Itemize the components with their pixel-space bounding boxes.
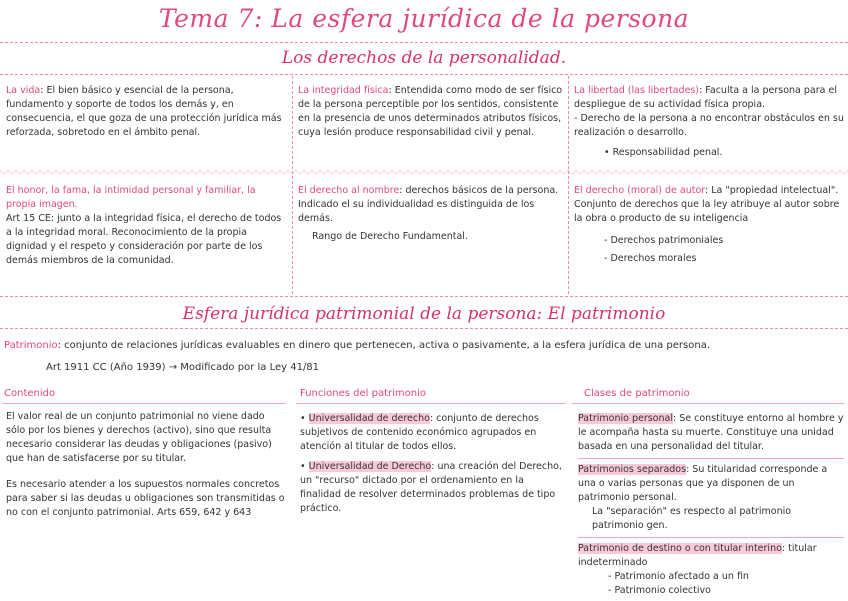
contenido-body <box>6 410 286 520</box>
patrimonio-definition <box>4 338 844 353</box>
paragraph: Es necesario atender a los supuestos normales concretos para saber si las deudas u obligaciones son transmitidas o no con el conjunto patrimonial. Arts 659, 642 y 643 <box>6 479 285 518</box>
cell-vida <box>6 84 286 140</box>
heading-underline <box>572 403 844 404</box>
cell-rank: Rango de Derecho Fundamental. <box>312 231 468 242</box>
funciones-body <box>300 412 564 516</box>
cell-text: : Entendida como modo de ser físico de la persona perceptible por los sentidos, consistente en la presencia de unos determinados atributos físicos, cuya lesión produce responsabilidad civil y penal. <box>298 85 563 138</box>
article-reference: Art 1911 CC (Año 1939) → Modificado por la Ley 41/81 <box>46 362 320 373</box>
cell-text: : Faculta a la persona para el despliegue de su actividad física propia. <box>574 85 837 110</box>
cell-libertad <box>574 84 844 160</box>
class-text: : Se constituye entorno al hombre y le acompaña hasta su muerte. Constituye una unidad basada en una personalidad del titular. <box>578 413 844 452</box>
column-heading-contenido: Contenido <box>4 388 56 399</box>
cell-bullet: • Responsabilidad penal. <box>574 146 844 160</box>
class-note: La "separación" es respecto al patrimonio patrimonio gen. <box>592 506 792 531</box>
definition-label: Patrimonio <box>4 340 58 351</box>
cell-nombre <box>298 184 564 244</box>
function-text: : conjunto de derechos subjetivos de contenido económico agrupados en atención al titular de todos ellos. <box>300 413 539 452</box>
wavy-divider <box>0 170 848 178</box>
list-item: - Derechos morales <box>574 252 844 266</box>
cell-label: El honor, la fama, la intimidad personal y familiar, la propia imagen. <box>6 185 256 210</box>
cell-label: La integridad física <box>298 85 389 96</box>
function-label: Universalidad de derecho <box>308 413 430 424</box>
cell-text: Art 15 CE: junto a la integridad física, el derecho de todos a la integridad moral. Reconocimiento de la propia dignidad y el respeto y consideración por parte de los demás miembros de la comunidad. <box>6 213 282 266</box>
function-label: Universalidad de Derecho <box>308 461 432 472</box>
class-label: Patrimonio de destino o con titular interino <box>578 543 782 554</box>
page-title: Tema 7: La esfera jurídica de la persona <box>158 4 690 33</box>
column-divider <box>292 76 293 294</box>
class-text: : titular indeterminado <box>578 543 817 568</box>
cell-label: La libertad (las libertades) <box>574 85 700 96</box>
heading-underline <box>296 403 566 404</box>
column-divider <box>568 76 569 294</box>
divider <box>0 328 848 329</box>
separator <box>578 458 844 459</box>
column-heading-funciones: Funciones del patrimonio <box>300 388 426 399</box>
cell-integridad-fisica <box>298 84 564 140</box>
divider <box>0 74 848 75</box>
list-item: - Patrimonio colectivo <box>578 584 844 598</box>
clases-body <box>578 412 844 598</box>
cell-text-2: - Derecho de la persona a no encontrar obstáculos en su realización o desarrollo. <box>574 112 844 140</box>
function-text: : una creación del Derecho, un "recurso" dictado por el ordenamiento en la finalidad de resolver determinados problemas de tipo práctico. <box>300 461 562 514</box>
heading-underline <box>2 403 286 404</box>
cell-label: El derecho al nombre <box>298 185 400 196</box>
column-heading-clases: Clases de patrimonio <box>584 388 690 399</box>
cell-text: : El bien básico y esencial de la persona, fundamento y soporte de todos los demás y, en consecuencia, el que goza de una protección jurídica más reforzada, sobretodo en el ámbito penal. <box>6 85 282 138</box>
class-label: Patrimonios separados <box>578 464 687 475</box>
cell-text: : derechos básicos de la persona. Indicado el su individualidad es distinguida de los demás. <box>298 185 559 224</box>
cell-text: : La "propiedad intelectual". Conjunto de derechos que la ley atribuye al autor sobre la obra o producto de su inteligencia <box>574 185 840 224</box>
section-heading-patrimonio: Esfera jurídica patrimonial de la persona: El patrimonio <box>182 304 666 324</box>
class-label: Patrimonio personal <box>578 413 673 424</box>
divider <box>0 296 848 297</box>
class-text: : Su titularidad corresponde a una o varias personas que ya disponen de un patrimonio personal. <box>578 464 828 503</box>
section-heading-personality: Los derechos de la personalidad. <box>281 48 567 68</box>
list-item: - Patrimonio afectado a un fin <box>578 570 844 584</box>
definition-text: : conjunto de relaciones jurídicas evaluables en dinero que pertenecen, activa o pasivamente, a la esfera jurídica de una persona. <box>57 340 711 351</box>
cell-label: El derecho (moral) de autor <box>574 185 706 196</box>
cell-autor <box>574 184 844 266</box>
divider <box>0 42 848 43</box>
separator <box>578 537 844 538</box>
cell-label: La vida <box>6 85 41 96</box>
paragraph: El valor real de un conjunto patrimonial no viene dado sólo por los bienes y derechos (activo), sino que resulta necesario considerar las deudas y obligaciones (pasivo) que han de satisfacerse por su titular. <box>6 411 272 464</box>
list-item: - Derechos patrimoniales <box>574 234 844 248</box>
cell-honor <box>6 184 286 268</box>
